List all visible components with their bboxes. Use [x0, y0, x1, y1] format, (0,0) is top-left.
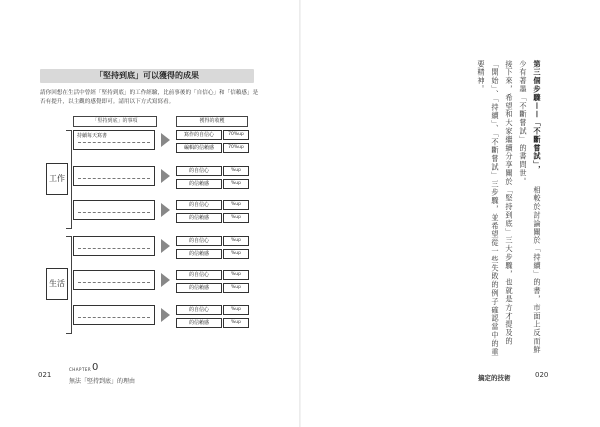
body-text: 少有著墨「不斷嘗試」的書問世。 — [519, 60, 528, 186]
task-box — [73, 130, 155, 150]
chapter-number: 0 — [92, 362, 99, 373]
gain-label: 的自信心 — [176, 305, 222, 315]
gutter — [299, 0, 301, 427]
section-title: 「堅持到底」可以獲得的成果 — [95, 71, 199, 80]
gain-value: %up — [223, 200, 249, 210]
section-bracket — [66, 130, 72, 229]
task-box — [73, 166, 155, 186]
arrow-icon — [161, 133, 170, 147]
gain-label: 的自信心 — [176, 236, 222, 246]
gain-label: 的自信心 — [176, 200, 222, 210]
header-gain: 獲得的收穫 — [176, 116, 248, 127]
page-number-left: 021 — [38, 371, 52, 379]
gain-label: 編輯的信賴感 — [176, 143, 222, 153]
arrow-icon — [161, 203, 170, 217]
gain-label: 的信賴感 — [176, 249, 222, 259]
body-text: 相較於討論關於「持續」的書，市面上反而鮮 — [533, 186, 542, 354]
task-box — [73, 200, 155, 220]
dashed-line — [78, 178, 150, 179]
dashed-line — [78, 282, 150, 283]
gain-label: 的自信心 — [176, 166, 222, 176]
task-text: 持續每天寫書 — [77, 133, 108, 139]
gain-value: 70%up — [223, 130, 249, 140]
gain-value: %up — [223, 166, 249, 176]
gain-value: %up — [223, 236, 249, 246]
section-bracket — [66, 236, 72, 334]
arrow-icon — [161, 169, 170, 183]
gain-value: %up — [223, 318, 249, 328]
gain-label: 的信賴感 — [176, 213, 222, 223]
section-label: 工作 — [49, 174, 65, 183]
body-heading: 第三個步驟——「不斷嘗試」， — [533, 60, 542, 174]
chapter-title: 無法「堅持到底」的理由 — [69, 378, 136, 385]
section-label-box — [46, 163, 68, 195]
header-task: 「堅持到底」的事項 — [73, 116, 157, 127]
section-label-box — [46, 268, 68, 300]
gain-value: 70%up — [223, 143, 249, 153]
intro-paragraph: 請你回想在生活中曾經「堅持到底」的工作經驗，比前事後的「自信心」和「信賴感」是否有提升，以主觀的感覺即可。請用以下方式寫寫看。 — [40, 90, 259, 105]
section-label: 生活 — [49, 279, 65, 288]
gain-value: %up — [223, 283, 249, 293]
gain-label: 的自信心 — [176, 270, 222, 280]
gain-label: 寫作的自信心 — [176, 130, 222, 140]
gain-label: 的信賴感 — [176, 318, 222, 328]
task-box — [73, 236, 155, 256]
task-box — [73, 270, 155, 290]
arrow-icon — [161, 308, 170, 322]
gain-value: %up — [223, 305, 249, 315]
gain-label: 的信賴感 — [176, 179, 222, 189]
gain-value: %up — [223, 270, 249, 280]
section-title-banner — [40, 69, 254, 83]
gain-value: %up — [223, 249, 249, 259]
task-box — [73, 305, 155, 325]
arrow-icon — [161, 273, 170, 287]
body-text: 要精神。 — [477, 60, 486, 94]
gain-label: 的信賴感 — [176, 283, 222, 293]
gain-value: %up — [223, 179, 249, 189]
body-text: 「開始」、「持續」、「不斷嘗試」三步驟，並希望從一些失敗的例子確認當中的重 — [491, 60, 500, 357]
dashed-line — [78, 142, 150, 143]
dashed-line — [78, 212, 150, 213]
body-text: 接下來，希望和大家繼續分享關於「堅持到底」三大步驟，也就是方才提及的 — [505, 60, 514, 346]
dashed-line — [78, 248, 150, 249]
arrow-icon — [161, 239, 170, 253]
dashed-line — [78, 317, 150, 318]
page-number-right: 020 — [535, 371, 549, 379]
gain-value: %up — [223, 213, 249, 223]
chapter-label: CHAPTER — [69, 367, 92, 372]
running-head: 搞定的技術 — [478, 374, 511, 382]
